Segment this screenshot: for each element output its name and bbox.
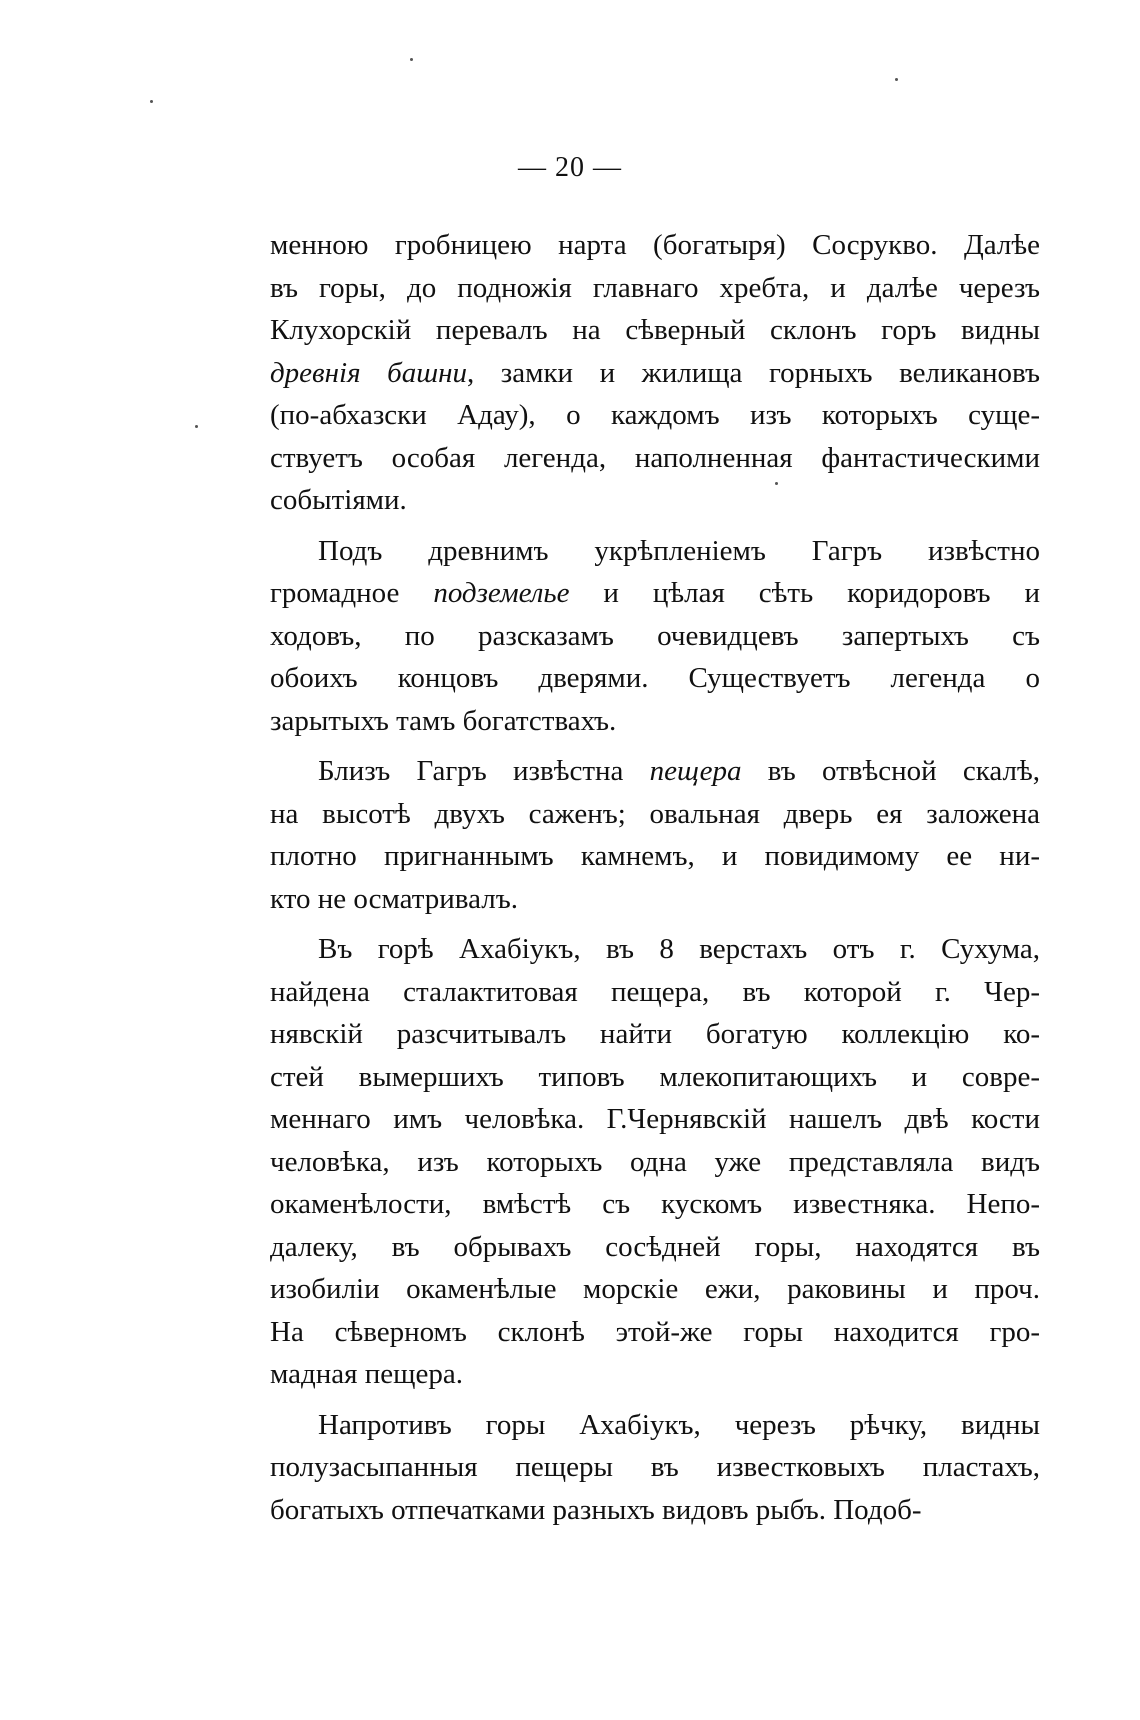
text-segment: Подъ древнимъ укрѣпленіемъ Гагръ извѣстно <box>318 534 1040 567</box>
text-line <box>270 1183 1040 1226</box>
text-segment: на высотѣ двухъ саженъ; овальная дверь ея заложена <box>270 797 1040 830</box>
text-segment: въ горы, до подножія главнаго хребта, и далѣе черезъ <box>270 271 1040 304</box>
text-segment: мадная пещера. <box>270 1358 463 1390</box>
text-segment: , замки и жилища горныхъ великановъ <box>466 356 1040 389</box>
text-line <box>270 750 1040 793</box>
paragraph <box>270 530 1040 743</box>
text-segment: Напротивъ горы Ахабіукъ, черезъ рѣчку, видны <box>318 1408 1040 1441</box>
text-line <box>270 479 1040 522</box>
text-line <box>270 971 1040 1014</box>
paragraph <box>270 750 1040 920</box>
print-speck <box>895 78 898 81</box>
text-line <box>270 1098 1040 1141</box>
text-segment: стей вымершихъ типовъ млекопитающихъ и совре- <box>270 1060 1040 1093</box>
text-segment: событіями. <box>270 484 407 516</box>
paragraph-gap <box>270 1396 1040 1404</box>
text-segment: кто не осматривалъ. <box>270 882 518 915</box>
text-segment: Клухорскій перевалъ на сѣверный склонъ горъ видны <box>270 314 1040 346</box>
text-line <box>270 793 1040 836</box>
text-segment: полузасыпанныя пещеры въ известковыхъ пластахъ, <box>270 1451 1040 1483</box>
text-segment: ходовъ, по разсказамъ очевидцевъ запертыхъ съ <box>270 619 1040 652</box>
text-line <box>270 224 1040 267</box>
text-line <box>270 700 1040 743</box>
text-segment: Близъ Гагръ извѣстна <box>318 755 650 787</box>
text-line <box>270 309 1040 352</box>
text-segment: и цѣлая сѣть коридоровъ и <box>569 577 1040 609</box>
text-line <box>270 1404 1040 1447</box>
text-line <box>270 1056 1040 1099</box>
italic-term: пещера <box>649 755 742 787</box>
text-segment: меннаго имъ человѣка. Г.Чернявскій нашелъ двѣ кости <box>270 1103 1040 1135</box>
text-line <box>270 1489 1040 1532</box>
text-line <box>270 1013 1040 1056</box>
text-segment: изобиліи окаменѣлые морскіе ежи, раковины и проч. <box>270 1273 1040 1305</box>
text-line <box>270 615 1040 658</box>
text-line <box>270 530 1040 573</box>
body-text <box>270 224 1040 1531</box>
text-line <box>270 1353 1040 1396</box>
text-line <box>270 352 1040 395</box>
text-segment: человѣка, изъ которыхъ одна уже представляла видъ <box>270 1145 1040 1178</box>
text-segment: окаменѣлости, вмѣстѣ съ кускомъ известняка. Непо- <box>270 1188 1040 1220</box>
text-segment: ствуетъ особая легенда, наполненная фантастическими <box>270 441 1040 474</box>
paragraph-gap <box>270 522 1040 530</box>
text-line <box>270 437 1040 480</box>
text-segment: На сѣверномъ склонѣ этой-же горы находится гро- <box>270 1315 1040 1348</box>
italic-term: подземелье <box>433 577 570 609</box>
text-segment: найдена сталактитовая пещера, въ которой г. Чер- <box>270 975 1040 1008</box>
text-segment: громадное <box>270 577 434 609</box>
paragraph-gap <box>270 920 1040 928</box>
text-segment: менною гробницею нарта (богатыря) Сосрукво. Далѣе <box>270 229 1040 261</box>
print-speck <box>410 58 413 61</box>
text-segment: нявскій разсчитывалъ найти богатую коллекцію ко- <box>270 1018 1040 1050</box>
text-line <box>270 928 1040 971</box>
text-segment: плотно пригнаннымъ камнемъ, и повидимому ее ни- <box>270 840 1040 872</box>
text-segment: богатыхъ отпечатками разныхъ видовъ рыбъ. Подоб- <box>270 1493 922 1526</box>
text-line <box>270 657 1040 700</box>
text-line <box>270 835 1040 878</box>
text-line <box>270 1446 1040 1489</box>
paragraph-gap <box>270 742 1040 750</box>
italic-term: древнія башни <box>270 356 467 389</box>
text-line <box>270 1226 1040 1269</box>
paragraph <box>270 1404 1040 1532</box>
print-speck <box>195 425 198 428</box>
text-line <box>270 1311 1040 1354</box>
text-segment: зарытыхъ тамъ богатствахъ. <box>270 704 617 737</box>
text-line <box>270 878 1040 921</box>
page-number: — 20 — <box>518 152 622 183</box>
paragraph <box>270 224 1040 522</box>
text-segment: далеку, въ обрывахъ сосѣдней горы, находятся въ <box>270 1230 1040 1263</box>
text-segment: въ отвѣсной скалѣ, <box>741 755 1040 787</box>
text-line <box>270 267 1040 310</box>
print-speck <box>150 100 153 103</box>
text-line <box>270 572 1040 615</box>
text-line <box>270 1268 1040 1311</box>
text-segment: Въ горѣ Ахабіукъ, въ 8 верстахъ отъ г. Сухума, <box>318 933 1040 965</box>
text-line <box>270 394 1040 437</box>
text-line <box>270 1141 1040 1184</box>
text-segment: (по-абхазски Адау), о каждомъ изъ которыхъ суще- <box>270 399 1040 431</box>
paragraph <box>270 928 1040 1396</box>
text-segment: обоихъ концовъ дверями. Существуетъ легенда о <box>270 662 1040 694</box>
